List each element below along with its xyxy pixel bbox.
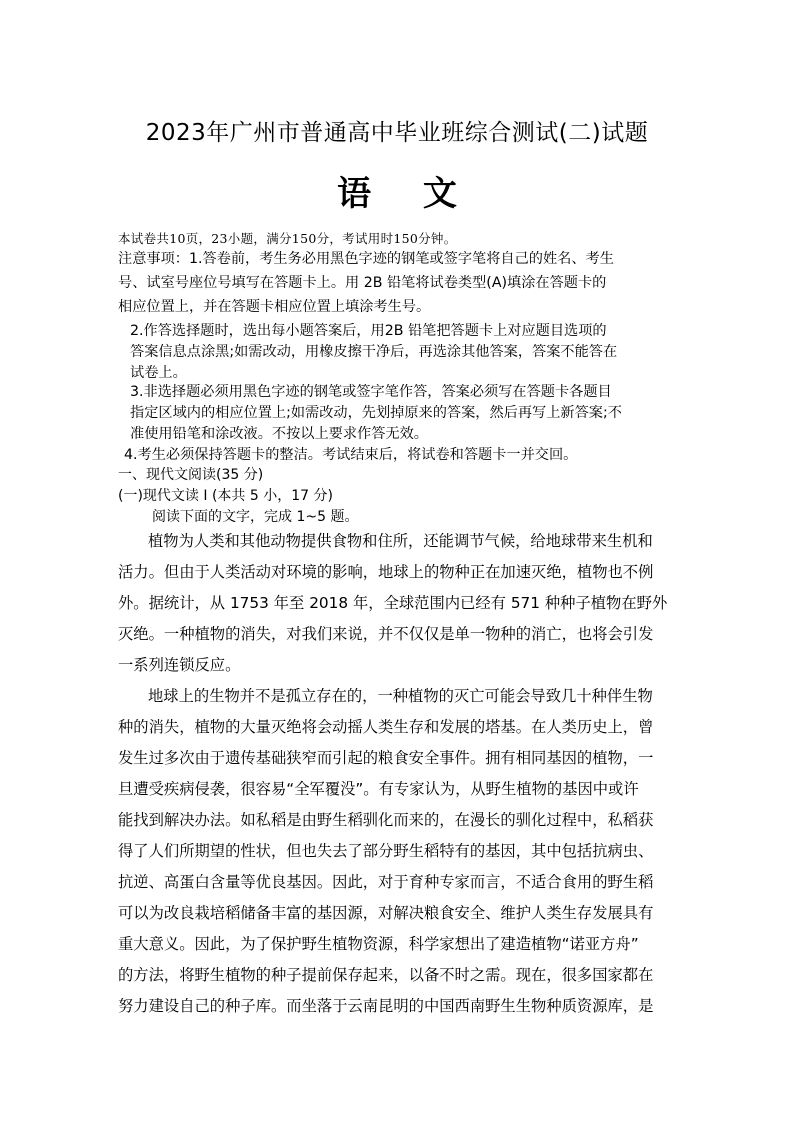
note-line: 3.非选择题必须用黑色字迹的钢笔或签字笔作答，答案必须写在答题卡各题目: [130, 384, 612, 400]
note-line: 相应位置上，并在答题卡相应位置上填涂考生号。: [118, 299, 431, 315]
subject-title: 语 文: [337, 174, 457, 214]
exam-info: 本试卷共10页，23小题，满分150分，考试用时150分钟。: [118, 231, 457, 246]
note-line: 2.作答选择题时，选出每小题答案后，用2B 铅笔把答题卡上对应题目选项的: [130, 323, 607, 339]
passage-line: 活力。但由于人类活动对环境的影响，地球上的物种正在加速灭绝，植物也不例: [118, 563, 654, 581]
section-heading: 一、现代文阅读(35 分): [118, 467, 264, 483]
passage-line: 种的消失，植物的大量灭绝将会动摇人类生存和发展的塔基。在人类历史上，曾: [118, 718, 654, 736]
section-subheading: (一)现代文读 I (本共 5 小，17 分): [118, 488, 333, 504]
section-instruction: 阅读下面的文字，完成 1~5 题。: [152, 509, 359, 525]
passage-line: 发生过多次由于遗传基础狭窄而引起的粮食安全事件。拥有相同基因的植物，一: [118, 749, 654, 767]
passage-line: 地球上的生物并不是孤立存在的，一种植物的灭亡可能会导致几十种伴生物: [148, 687, 653, 705]
note-line: 号、试室号座位号填写在答题卡上。用 2B 铅笔将试卷类型(A)填涂在答题卡的: [118, 275, 607, 291]
passage-line: 植物为人类和其他动物提供食物和住所，还能调节气候，给地球带来生机和: [148, 532, 653, 550]
passage-line: 努力建设自己的种子库。而坐落于云南昆明的中国西南野生生物种质资源库，是: [118, 997, 654, 1015]
passage-line: 重大意义。因此，为了保护野生植物资源，科学家想出了建造植物“诺亚方舟”: [118, 935, 639, 953]
note-line: 指定区域内的相应位置上;如需改动，先划掉原来的答案，然后再写上新答案;不: [130, 405, 622, 421]
passage-line: 可以为改良栽培稻储备丰富的基因源，对解决粮食安全、维护人类生存发展具有: [118, 904, 654, 922]
passage-line: 外。据统计，从 1753 年至 2018 年，全球范围内已经有 571 种种子植物在野外: [118, 594, 668, 612]
passage-line: 得了人们所期望的性状，但也失去了部分野生稻特有的基因，其中包括抗病虫、: [118, 842, 654, 860]
note-line: 准使用铅笔和涂改液。不按以上要求作答无效。: [130, 426, 428, 442]
passage-line: 抗逆、高蛋白含量等优良基因。因此，对于育种专家而言，不适合食用的野生稻: [118, 873, 654, 891]
exam-title: 2023年广州市普通高中毕业班综合测试(二)试题: [145, 120, 649, 146]
note-line: 4.考生必须保持答题卡的整洁。考试结束后，将试卷和答题卡一并交回。: [124, 447, 578, 463]
passage-line: 的方法，将野生植物的种子提前保存起来，以备不时之需。现在，很多国家都在: [118, 966, 654, 984]
passage-line: 灭绝。一种植物的消失，对我们来说，并不仅仅是单一物种的消亡，也将会引发: [118, 625, 654, 643]
passage-line: 一系列连锁反应。: [118, 656, 241, 674]
passage-line: 能找到解决办法。如私稻是由野生稻驯化而来的，在漫长的驯化过程中，私稻获: [118, 811, 654, 829]
passage-line: 旦遭受疾病侵袭，很容易“全军覆没”。有专家认为，从野生植物的基因中或许: [118, 780, 639, 798]
note-line: 试卷上。: [130, 365, 187, 381]
note-line: 注意事项：1.答卷前，考生务必用黑色字迹的钢笔或签字笔将自己的姓名、考生: [118, 251, 614, 267]
note-line: 答案信息点涂黑;如需改动，用橡皮擦干净后，再选涂其他答案，答案不能答在: [130, 344, 618, 360]
